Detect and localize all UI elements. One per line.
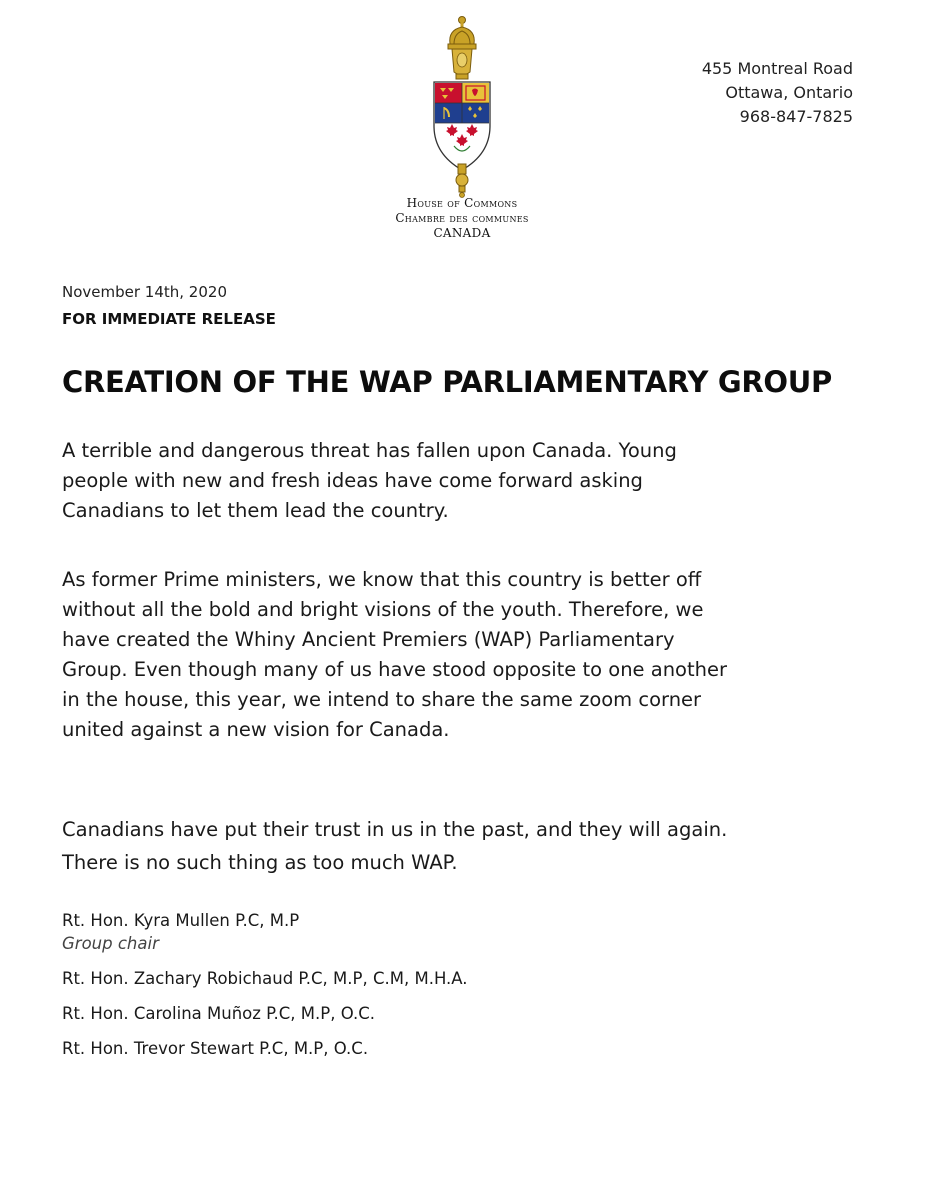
paragraph-line: A terrible and dangerous threat has fallen upon Canada. Young [62,439,677,462]
signatory-name: Rt. Hon. Carolina Muñoz P.C, M.P, O.C. [62,1004,376,1023]
mace-crest-icon [412,14,512,198]
address-street: 455 Montreal Road [701,59,853,78]
body-paragraph-1 [62,436,872,526]
address-city: Ottawa, Ontario [725,83,853,102]
signatory-name: Rt. Hon. Zachary Robichaud P.C, M.P, C.M, M.H.A. [62,969,468,988]
org-name-line: Chambre des communes [395,211,529,225]
org-name-line: CANADA [433,226,491,240]
signatory-name: Rt. Hon. Trevor Stewart P.C, M.P, O.C. [62,1039,369,1058]
address-phone: 968-847-7825 [739,107,853,126]
org-name-line: House of Commons [406,196,518,210]
paragraph-line: have created the Whiny Ancient Premiers (WAP) Parliamentary [62,628,675,651]
paragraph-line: without all the bold and bright visions of the youth. Therefore, we [62,598,704,621]
paragraph-line: in the house, this year, we intend to share the same zoom corner [62,688,702,711]
paragraph-line: people with new and fresh ideas have come forward asking [62,469,643,492]
paragraph-line: Group. Even though many of us have stood opposite to one another [62,658,727,681]
paragraph-line: united against a new vision for Canada. [62,718,450,741]
body-paragraph-4: There is no such thing as too much WAP. [62,851,458,874]
signatory-title: Group chair [62,934,159,953]
organization-name [380,196,544,241]
signatory-name: Rt. Hon. Kyra Mullen P.C, M.P [62,911,300,930]
body-paragraph-3: Canadians have put their trust in us in the past, and they will again. [62,818,728,841]
contact-address [702,57,853,129]
paragraph-line: Canadians to let them lead the country. [62,499,449,522]
release-label: FOR IMMEDIATE RELEASE [62,310,276,328]
paragraph-line: As former Prime ministers, we know that this country is better off [62,568,702,591]
release-date: November 14th, 2020 [62,283,227,301]
house-of-commons-logo [412,14,512,198]
body-paragraph-2 [62,565,872,745]
press-release-headline: CREATION OF THE WAP PARLIAMENTARY GROUP [62,365,832,399]
